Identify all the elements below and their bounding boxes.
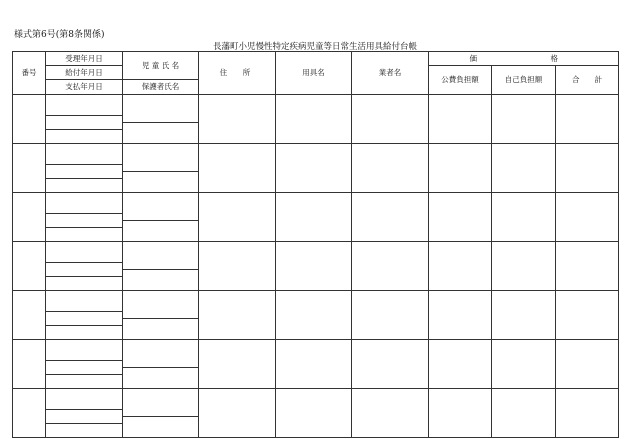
entry-payment-date-cell[interactable] <box>46 277 123 291</box>
header-payment-date: 支払年月日 <box>46 80 123 95</box>
entry-guardian-name-cell[interactable] <box>123 270 199 291</box>
entry-equipment-name-cell[interactable] <box>276 340 352 389</box>
entry-grant-date-cell[interactable] <box>46 165 123 179</box>
entry-address-cell[interactable] <box>199 95 276 144</box>
entry-child-name-cell[interactable] <box>123 389 199 417</box>
entry-public-share-cell[interactable] <box>429 144 492 193</box>
entry-vendor-name-cell[interactable] <box>352 340 429 389</box>
entry-vendor-name-cell[interactable] <box>352 95 429 144</box>
entry-vendor-name-cell[interactable] <box>352 389 429 438</box>
entry-address-cell[interactable] <box>199 389 276 438</box>
entry-public-share-cell[interactable] <box>429 291 492 340</box>
entry-equipment-name-cell[interactable] <box>276 144 352 193</box>
entry-child-name-cell[interactable] <box>123 340 199 368</box>
entry-guardian-name-cell[interactable] <box>123 417 199 438</box>
header-total: 合 計 <box>556 66 619 95</box>
entry-guardian-name-cell[interactable] <box>123 368 199 389</box>
entry-number-cell[interactable] <box>13 144 46 193</box>
entry-payment-date-cell[interactable] <box>46 179 123 193</box>
header-number: 番号 <box>13 52 46 95</box>
entry-payment-date-cell[interactable] <box>46 228 123 242</box>
header-vendor-name: 業者名 <box>352 52 429 95</box>
header-acceptance-date: 受理年月日 <box>46 52 123 66</box>
form-number: 様式第6号(第8条関係) <box>14 30 105 40</box>
header-public-share: 公費負担額 <box>429 66 492 95</box>
header-equipment-name: 用具名 <box>276 52 352 95</box>
entry-row <box>13 95 619 109</box>
entry-guardian-name-cell[interactable] <box>123 319 199 340</box>
entry-self-share-cell[interactable] <box>492 389 556 438</box>
entry-self-share-cell[interactable] <box>492 193 556 242</box>
entry-public-share-cell[interactable] <box>429 193 492 242</box>
entry-payment-date-cell[interactable] <box>46 424 123 438</box>
entry-guardian-name-cell[interactable] <box>123 123 199 144</box>
entry-grant-date-cell[interactable] <box>46 410 123 424</box>
entry-vendor-name-cell[interactable] <box>352 291 429 340</box>
entry-total-cell[interactable] <box>556 242 619 291</box>
entry-public-share-cell[interactable] <box>429 242 492 291</box>
entry-address-cell[interactable] <box>199 291 276 340</box>
entry-self-share-cell[interactable] <box>492 95 556 144</box>
entry-guardian-name-cell[interactable] <box>123 172 199 193</box>
entry-row <box>13 144 619 158</box>
entry-equipment-name-cell[interactable] <box>276 291 352 340</box>
entry-equipment-name-cell[interactable] <box>276 242 352 291</box>
entry-child-name-cell[interactable] <box>123 95 199 123</box>
entry-number-cell[interactable] <box>13 340 46 389</box>
entry-grant-date-cell[interactable] <box>46 214 123 228</box>
entry-child-name-cell[interactable] <box>123 291 199 319</box>
header-price: 価 格 <box>429 52 619 66</box>
entry-public-share-cell[interactable] <box>429 340 492 389</box>
entry-address-cell[interactable] <box>199 340 276 389</box>
entry-vendor-name-cell[interactable] <box>352 193 429 242</box>
entry-self-share-cell[interactable] <box>492 242 556 291</box>
entry-self-share-cell[interactable] <box>492 144 556 193</box>
entry-address-cell[interactable] <box>199 242 276 291</box>
header-grant-date: 給付年月日 <box>46 66 123 80</box>
entry-acceptance-date-cell[interactable] <box>46 389 123 410</box>
entry-number-cell[interactable] <box>13 193 46 242</box>
entry-acceptance-date-cell[interactable] <box>46 242 123 263</box>
entry-number-cell[interactable] <box>13 389 46 438</box>
entry-grant-date-cell[interactable] <box>46 263 123 277</box>
entry-public-share-cell[interactable] <box>429 95 492 144</box>
entry-row <box>13 242 619 256</box>
entry-total-cell[interactable] <box>556 340 619 389</box>
entry-address-cell[interactable] <box>199 193 276 242</box>
entry-public-share-cell[interactable] <box>429 389 492 438</box>
entry-total-cell[interactable] <box>556 389 619 438</box>
entry-self-share-cell[interactable] <box>492 291 556 340</box>
entry-acceptance-date-cell[interactable] <box>46 193 123 214</box>
header-self-share: 自己負担額 <box>492 66 556 95</box>
entry-payment-date-cell[interactable] <box>46 326 123 340</box>
ledger-table <box>12 51 619 438</box>
entry-number-cell[interactable] <box>13 291 46 340</box>
entry-row <box>13 291 619 305</box>
entry-acceptance-date-cell[interactable] <box>46 95 123 116</box>
entry-row <box>13 389 619 403</box>
entry-vendor-name-cell[interactable] <box>352 242 429 291</box>
entry-total-cell[interactable] <box>556 95 619 144</box>
entry-number-cell[interactable] <box>13 242 46 291</box>
entry-child-name-cell[interactable] <box>123 193 199 221</box>
entry-equipment-name-cell[interactable] <box>276 193 352 242</box>
entry-grant-date-cell[interactable] <box>46 361 123 375</box>
entry-grant-date-cell[interactable] <box>46 116 123 130</box>
header-child-name: 児 童 氏 名 <box>123 52 199 80</box>
entry-equipment-name-cell[interactable] <box>276 95 352 144</box>
entry-guardian-name-cell[interactable] <box>123 221 199 242</box>
entry-address-cell[interactable] <box>199 144 276 193</box>
header-guardian-name: 保護者氏名 <box>123 80 199 95</box>
entry-row <box>13 340 619 354</box>
entry-total-cell[interactable] <box>556 144 619 193</box>
entry-acceptance-date-cell[interactable] <box>46 340 123 361</box>
entry-acceptance-date-cell[interactable] <box>46 144 123 165</box>
entry-payment-date-cell[interactable] <box>46 375 123 389</box>
entry-total-cell[interactable] <box>556 193 619 242</box>
entry-acceptance-date-cell[interactable] <box>46 291 123 312</box>
header-address: 住 所 <box>199 52 276 95</box>
entry-self-share-cell[interactable] <box>492 340 556 389</box>
entry-equipment-name-cell[interactable] <box>276 389 352 438</box>
entry-payment-date-cell[interactable] <box>46 130 123 144</box>
entry-vendor-name-cell[interactable] <box>352 144 429 193</box>
entry-row <box>13 193 619 207</box>
entry-child-name-cell[interactable] <box>123 242 199 270</box>
entry-total-cell[interactable] <box>556 291 619 340</box>
entry-child-name-cell[interactable] <box>123 144 199 172</box>
entry-grant-date-cell[interactable] <box>46 312 123 326</box>
form-title: 長藩町小児慢性特定疾病児童等日常生活用具給付台帳 <box>212 42 417 52</box>
entry-number-cell[interactable] <box>13 95 46 144</box>
